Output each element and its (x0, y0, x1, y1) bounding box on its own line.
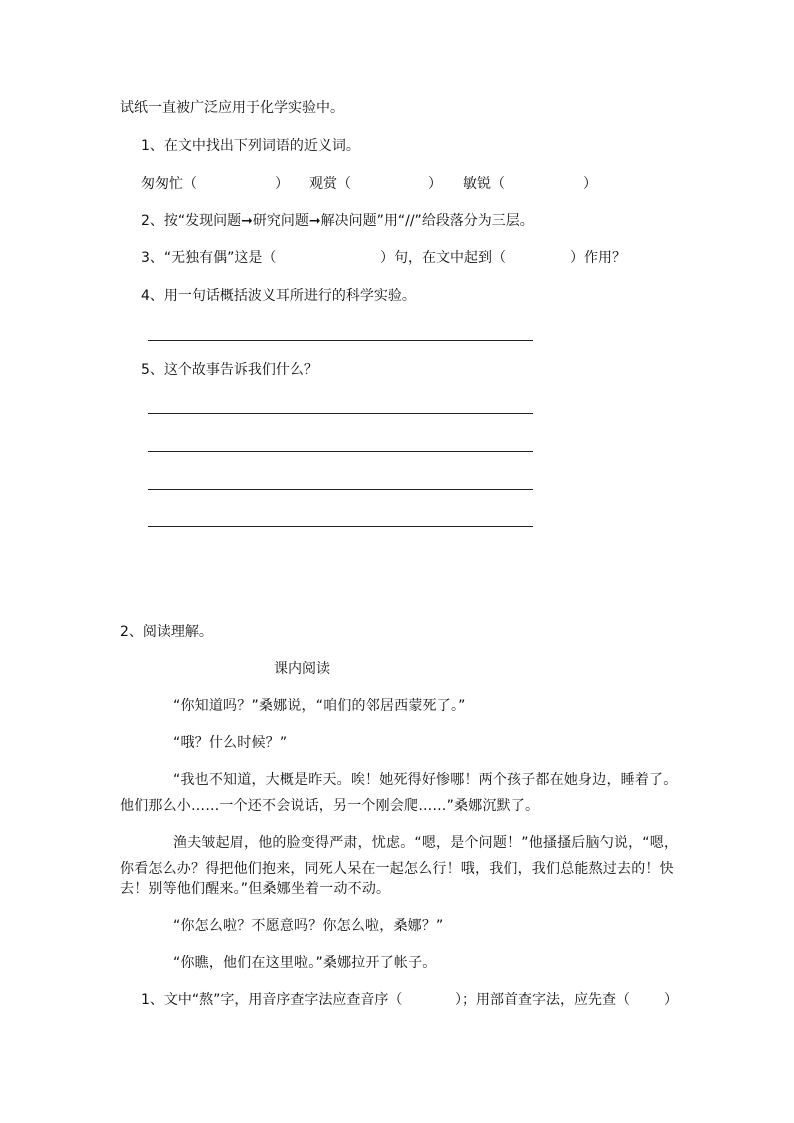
passage-paragraph: “哦？什么时候？” (173, 735, 288, 751)
question-2-1-part1: 1、文中“熬”字，用音序查字法应查音序（ (141, 992, 403, 1008)
answer-line-q5-3 (148, 489, 533, 490)
answer-line-q5-1 (148, 413, 533, 414)
synonym-close-1: ） (275, 176, 289, 192)
passage-paragraph: “你瞧，他们在这里啦。”桑娜拉开了帐子。 (173, 955, 437, 971)
section-2-heading: 2、阅读理解。 (120, 624, 213, 640)
question-1-3-part1: 3、“无独有偶”这是（ (141, 250, 277, 266)
synonym-close-2: ） (428, 176, 442, 192)
question-1-3-part2: ）句，在文中起到（ (380, 250, 506, 266)
answer-line-q5-2 (148, 451, 533, 452)
answer-line-q4 (148, 340, 533, 341)
answer-line-q5-4 (148, 526, 533, 527)
intro-text: 试纸一直被广泛应用于化学实验中。 (120, 100, 344, 116)
synonym-close-3: ） (583, 176, 597, 192)
passage-paragraph: 你看怎么办？得把他们抱来，同死人呆在一起怎么行！哦，我们，我们总能熬过去的！快 (120, 861, 674, 877)
synonym-word-3: 敏锐（ (463, 176, 505, 192)
passage-paragraph: 他们那么小……一个还不会说话，另一个刚会爬……”桑娜沉默了。 (120, 798, 540, 814)
question-2-1-part3: ） (664, 992, 678, 1008)
question-1-5: 5、这个故事告诉我们什么？ (141, 362, 318, 378)
passage-paragraph: 渔夫皱起眉，他的脸变得严肃，忧虑。“嗯，是个问题！”他搔搔后脑勺说，“嗯， (173, 835, 679, 851)
question-2-1-part2: ）；用部首查字法，应先查（ (455, 992, 630, 1008)
synonym-word-2: 观赏（ (309, 176, 351, 192)
question-1-2: 2、按“发现问题➞研究问题➞解决问题”用“//”给段落分为三层。 (141, 213, 534, 229)
question-1-4: 4、用一句话概括波义耳所进行的科学实验。 (141, 288, 416, 304)
synonym-word-1: 匆匆忙（ (141, 176, 197, 192)
passage-paragraph: “我也不知道，大概是昨天。唉！她死得好惨哪！两个孩子都在她身边，睡着了。 (173, 772, 678, 788)
question-1-3-part3: ）作用？ (570, 250, 626, 266)
passage-paragraph: 去！别等他们醒来。”但桑娜坐着一动不动。 (120, 881, 391, 897)
passage-paragraph: “你知道吗？”桑娜说，“咱们的邻居西蒙死了。” (173, 698, 466, 714)
question-1-1: 1、在文中找出下列词语的近义词。 (141, 138, 360, 154)
passage-paragraph: “你怎么啦？不愿意吗？你怎么啦，桑娜？” (173, 918, 444, 934)
reading-subheading: 课内阅读 (274, 661, 330, 677)
